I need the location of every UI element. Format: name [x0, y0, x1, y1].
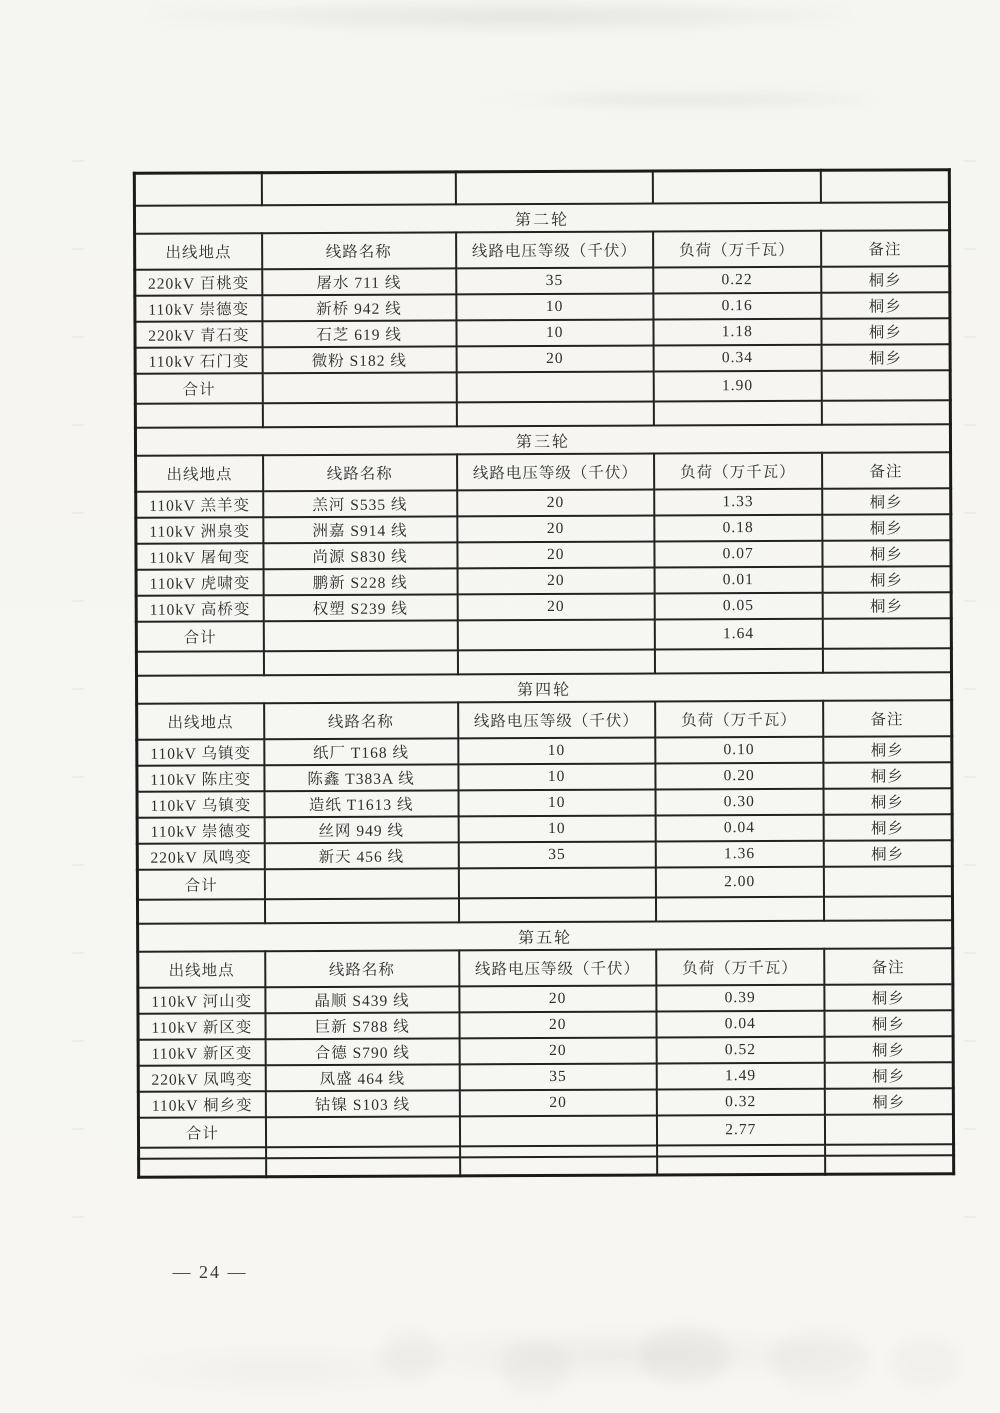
table-cell: 110kV 洲泉变: [136, 517, 263, 544]
section-title-row: [137, 672, 952, 704]
empty-cell: [825, 1114, 954, 1145]
empty-cell: [139, 1147, 266, 1159]
table-row: [136, 514, 951, 544]
table-cell: 110kV 崇德变: [135, 295, 262, 322]
section-title: 第四轮: [137, 672, 952, 704]
scan-artifact: [964, 160, 976, 1222]
table-row: [135, 344, 950, 374]
column-header: 出线地点: [138, 951, 265, 988]
empty-cell: [139, 1158, 266, 1177]
table-cell: 220kV 青石变: [135, 321, 262, 348]
empty-cell: [654, 401, 822, 426]
table-cell: 0.04: [656, 1011, 824, 1038]
table-cell: 20: [459, 1090, 656, 1117]
column-header: 备注: [823, 700, 952, 737]
total-value: 2.00: [656, 867, 824, 898]
section-title-row: [138, 920, 953, 952]
bleed-through-smudge: [640, 1325, 730, 1385]
table-cell: 220kV 凤鸣变: [137, 843, 264, 870]
scan-artifact: [72, 160, 84, 1222]
table-cell: 桐乡: [822, 488, 951, 515]
table-row: [135, 266, 950, 296]
table-cell: 0.30: [655, 789, 823, 816]
table-cell: 0.22: [653, 267, 821, 294]
table-cell: 10: [458, 816, 655, 843]
column-header: 负荷（万千瓦）: [656, 949, 824, 986]
table-cell: 0.32: [657, 1089, 825, 1116]
empty-cell: [264, 650, 458, 675]
table-cell: 丝网 949 线: [264, 816, 458, 843]
table-cell: 20: [459, 1038, 656, 1065]
header-row: [136, 452, 951, 492]
empty-cell: [137, 899, 264, 924]
table-cell: 20: [459, 1012, 656, 1039]
column-header: 负荷（万千瓦）: [654, 453, 822, 490]
table-row: [137, 814, 952, 844]
table-cell: 0.18: [654, 515, 822, 542]
empty-cell: [265, 898, 459, 923]
table-cell: 0.01: [654, 567, 822, 594]
table-cell: 桐乡: [823, 814, 952, 841]
table-row: [138, 1010, 953, 1040]
table-cell: 桐乡: [821, 344, 950, 371]
empty-cell: [136, 651, 263, 676]
table-cell: 石芝 619 线: [262, 320, 456, 347]
table-cell: 20: [456, 346, 653, 373]
table-cell: 桐乡: [822, 566, 951, 593]
empty-cell: [263, 620, 457, 651]
document-page: [133, 168, 955, 1179]
table-cell: 0.20: [655, 763, 823, 790]
table-row: [136, 540, 951, 570]
table-row: [138, 1062, 953, 1092]
table-cell: 0.05: [654, 593, 822, 620]
table-cell: 微粉 S182 线: [262, 346, 456, 373]
total-label: 合计: [136, 621, 263, 652]
header-row: [137, 700, 952, 740]
table-cell: 20: [457, 542, 654, 569]
table-row: [136, 566, 951, 596]
table-cell: 晶顺 S439 线: [265, 986, 459, 1013]
empty-row: [136, 648, 951, 676]
column-header: 线路名称: [263, 454, 457, 491]
column-header: 线路电压等级（千伏）: [457, 454, 654, 491]
table-cell: 桐乡: [821, 318, 950, 345]
header-row: [138, 948, 953, 988]
table-cell: 屠水 711 线: [262, 268, 456, 295]
empty-cell: [266, 1157, 460, 1176]
empty-cell: [655, 649, 823, 674]
empty-cell: [261, 172, 455, 205]
total-row: [136, 618, 951, 652]
table-cell: 10: [458, 790, 655, 817]
column-header: 负荷（万千瓦）: [653, 231, 821, 268]
column-header: 出线地点: [137, 703, 264, 740]
table-cell: 巨新 S788 线: [265, 1012, 459, 1039]
table-cell: 0.04: [655, 815, 823, 842]
power-cut-rounds-table: [133, 168, 955, 1179]
empty-cell: [820, 170, 949, 203]
table-cell: 110kV 陈庄变: [137, 765, 264, 792]
table-cell: 造纸 T1613 线: [264, 790, 458, 817]
table-cell: 110kV 屠甸变: [136, 543, 263, 570]
table-row: [136, 592, 951, 622]
column-header: 出线地点: [136, 455, 263, 492]
table-cell: 110kV 新区变: [138, 1013, 265, 1040]
empty-cell: [264, 868, 458, 899]
table-cell: 新天 456 线: [264, 842, 458, 869]
section-title-row: [135, 424, 950, 456]
table-cell: 110kV 羔羊变: [136, 491, 263, 518]
bleed-through-smudge: [770, 1330, 870, 1390]
column-header: 线路名称: [262, 232, 456, 269]
empty-cell: [262, 372, 456, 403]
empty-cell: [262, 402, 456, 427]
total-value: 2.77: [657, 1115, 825, 1146]
table-cell: 凤盛 464 线: [265, 1064, 459, 1091]
total-value: 1.64: [655, 619, 823, 650]
table-cell: 桐乡: [825, 1088, 954, 1115]
table-cell: 110kV 崇德变: [137, 817, 264, 844]
column-header: 线路名称: [265, 950, 459, 987]
table-cell: 220kV 凤鸣变: [138, 1065, 265, 1092]
bleed-through-smudge: [890, 1338, 960, 1388]
table-cell: 35: [456, 268, 653, 295]
column-header: 备注: [822, 452, 951, 489]
table-cell: 桐乡: [823, 788, 952, 815]
table-cell: 0.16: [653, 293, 821, 320]
empty-cell: [457, 650, 654, 675]
column-header: 线路电压等级（千伏）: [459, 950, 656, 987]
empty-cell: [656, 897, 824, 922]
table-cell: 鹏新 S228 线: [263, 568, 457, 595]
table-cell: 10: [458, 738, 655, 765]
total-value: 1.90: [653, 371, 821, 402]
table-cell: 110kV 新区变: [138, 1039, 265, 1066]
empty-row: [139, 1155, 954, 1177]
table-cell: 20: [457, 490, 654, 517]
total-row: [137, 866, 952, 900]
empty-cell: [455, 171, 652, 204]
empty-cell: [456, 402, 653, 427]
table-cell: 110kV 高桥变: [136, 595, 263, 622]
table-cell: 0.07: [654, 541, 822, 568]
table-cell: 20: [457, 594, 654, 621]
total-label: 合计: [135, 373, 262, 404]
table-cell: 35: [459, 1064, 656, 1091]
column-header: 线路电压等级（千伏）: [456, 232, 653, 269]
table-cell: 0.52: [656, 1037, 824, 1064]
table-cell: 110kV 虎啸变: [136, 569, 263, 596]
table-cell: 桐乡: [824, 1062, 953, 1089]
total-label: 合计: [138, 1117, 265, 1148]
table-cell: 1.36: [656, 841, 824, 868]
table-row: [135, 318, 950, 348]
table-cell: 110kV 石门变: [135, 347, 262, 374]
table-cell: 桐乡: [824, 1010, 953, 1037]
table-cell: 羔河 S535 线: [263, 490, 457, 517]
empty-cell: [657, 1145, 825, 1157]
table-cell: 桐乡: [821, 292, 950, 319]
table-row: [135, 292, 950, 322]
table-cell: 20: [457, 568, 654, 595]
empty-cell: [825, 1144, 954, 1156]
empty-cell: [266, 1146, 460, 1158]
bleed-through-smudge: [150, 6, 850, 24]
table-cell: 10: [456, 294, 653, 321]
total-label: 合计: [137, 869, 264, 900]
page-number: — 24 —: [172, 1262, 248, 1282]
table-cell: 1.49: [657, 1063, 825, 1090]
empty-cell: [823, 648, 952, 673]
table-cell: 0.39: [656, 985, 824, 1012]
table-cell: 桐乡: [822, 540, 951, 567]
table-cell: 1.18: [653, 319, 821, 346]
empty-cell: [824, 896, 953, 921]
table-cell: 桐乡: [823, 762, 952, 789]
empty-cell: [460, 1116, 657, 1147]
total-row: [138, 1114, 953, 1148]
empty-cell: [266, 1116, 460, 1147]
section-title-row: [134, 202, 949, 234]
table-cell: 220kV 百桃变: [135, 269, 262, 296]
empty-cell: [459, 898, 656, 923]
bleed-through-smudge: [380, 1330, 440, 1380]
table-cell: 桐乡: [823, 840, 952, 867]
column-header: 备注: [821, 230, 950, 267]
table-cell: 桐乡: [821, 266, 950, 293]
table-cell: 桐乡: [824, 1036, 953, 1063]
empty-cell: [460, 1157, 657, 1176]
table-row: [138, 1088, 953, 1118]
section-title: 第二轮: [134, 202, 949, 234]
table-cell: 1.33: [654, 489, 822, 516]
bleed-through-smudge: [540, 92, 870, 106]
column-header: 线路名称: [264, 702, 458, 739]
total-row: [135, 370, 950, 404]
table-cell: 权塑 S239 线: [263, 594, 457, 621]
empty-row: [134, 170, 949, 206]
table-cell: 110kV 乌镇变: [137, 739, 264, 766]
column-header: 出线地点: [135, 233, 262, 270]
table-cell: 110kV 河山变: [138, 987, 265, 1014]
table-cell: 桐乡: [823, 736, 952, 763]
table-cell: 桐乡: [824, 984, 953, 1011]
table-cell: 0.10: [655, 737, 823, 764]
section-title: 第三轮: [135, 424, 950, 456]
empty-cell: [822, 618, 951, 649]
table-cell: 洲嘉 S914 线: [263, 516, 457, 543]
table-cell: 合德 S790 线: [265, 1038, 459, 1065]
table-cell: 新桥 942 线: [262, 294, 456, 321]
section-title: 第五轮: [138, 920, 953, 952]
table-cell: 陈鑫 T383A 线: [264, 764, 458, 791]
table-cell: 10: [458, 764, 655, 791]
column-header: 线路电压等级（千伏）: [458, 702, 655, 739]
empty-cell: [825, 1155, 954, 1174]
table-cell: 110kV 乌镇变: [137, 791, 264, 818]
table-cell: 10: [456, 320, 653, 347]
table-cell: 20: [457, 516, 654, 543]
empty-cell: [822, 400, 951, 425]
empty-row: [137, 896, 952, 924]
header-row: [135, 230, 950, 270]
bleed-through-smudge: [500, 1340, 570, 1395]
table-cell: 35: [458, 842, 655, 869]
table-cell: 20: [459, 986, 656, 1013]
empty-cell: [457, 620, 654, 651]
table-row: [137, 736, 952, 766]
table-row: [138, 984, 953, 1014]
table-cell: 钴镍 S103 线: [265, 1090, 459, 1117]
empty-cell: [821, 370, 950, 401]
table-row: [137, 762, 952, 792]
empty-cell: [657, 1156, 825, 1175]
column-header: 负荷（万千瓦）: [655, 701, 823, 738]
table-cell: 纸厂 T168 线: [264, 738, 458, 765]
table-row: [137, 840, 952, 870]
table-cell: 110kV 桐乡变: [138, 1091, 265, 1118]
empty-row: [135, 400, 950, 428]
table-cell: 桐乡: [822, 514, 951, 541]
empty-cell: [460, 1146, 657, 1158]
empty-cell: [458, 868, 655, 899]
table-row: [136, 488, 951, 518]
table-row: [137, 788, 952, 818]
table-cell: 0.34: [653, 345, 821, 372]
empty-cell: [456, 372, 653, 403]
empty-cell: [135, 403, 262, 428]
table-row: [138, 1036, 953, 1066]
table-cell: 尚源 S830 线: [263, 542, 457, 569]
empty-cell: [824, 866, 953, 897]
empty-cell: [653, 170, 821, 203]
column-header: 备注: [824, 948, 953, 985]
empty-cell: [134, 173, 261, 206]
table-cell: 桐乡: [822, 592, 951, 619]
